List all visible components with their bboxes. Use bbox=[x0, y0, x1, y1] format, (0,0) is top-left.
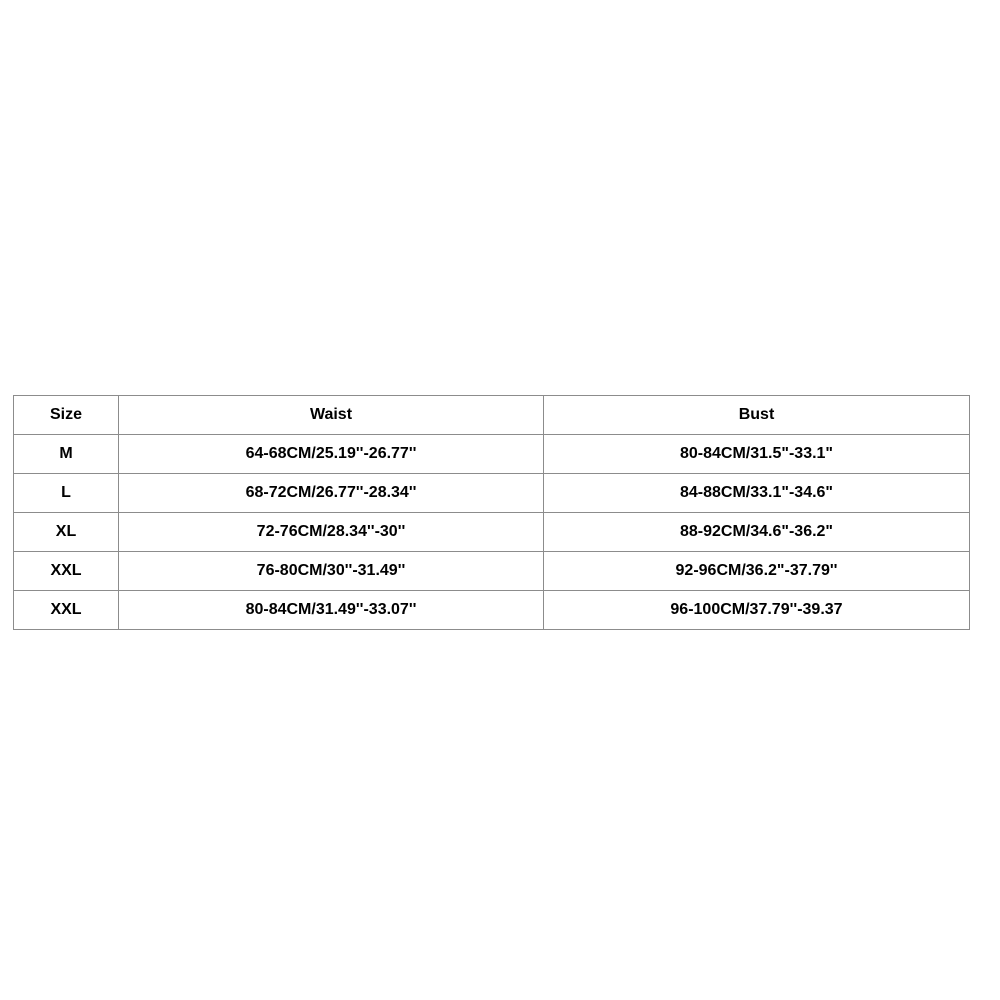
cell-bust: 88-92CM/34.6"-36.2" bbox=[544, 513, 970, 552]
cell-bust: 96-100CM/37.79''-39.37 bbox=[544, 591, 970, 630]
cell-bust: 80-84CM/31.5"-33.1" bbox=[544, 435, 970, 474]
cell-size: XXL bbox=[14, 591, 119, 630]
header-waist: Waist bbox=[119, 396, 544, 435]
cell-waist: 68-72CM/26.77''-28.34'' bbox=[119, 474, 544, 513]
cell-waist: 80-84CM/31.49''-33.07'' bbox=[119, 591, 544, 630]
cell-size: XL bbox=[14, 513, 119, 552]
table-row bbox=[14, 591, 970, 630]
header-size: Size bbox=[14, 396, 119, 435]
cell-size: XXL bbox=[14, 552, 119, 591]
cell-bust: 84-88CM/33.1"-34.6" bbox=[544, 474, 970, 513]
table-row bbox=[14, 435, 970, 474]
table-row bbox=[14, 513, 970, 552]
cell-size: L bbox=[14, 474, 119, 513]
table-row bbox=[14, 552, 970, 591]
cell-waist: 64-68CM/25.19''-26.77'' bbox=[119, 435, 544, 474]
table-header-row bbox=[14, 396, 970, 435]
cell-waist: 76-80CM/30''-31.49'' bbox=[119, 552, 544, 591]
cell-size: M bbox=[14, 435, 119, 474]
header-bust: Bust bbox=[544, 396, 970, 435]
cell-waist: 72-76CM/28.34''-30'' bbox=[119, 513, 544, 552]
cell-bust: 92-96CM/36.2"-37.79'' bbox=[544, 552, 970, 591]
table-row bbox=[14, 474, 970, 513]
size-chart-table bbox=[13, 395, 970, 630]
